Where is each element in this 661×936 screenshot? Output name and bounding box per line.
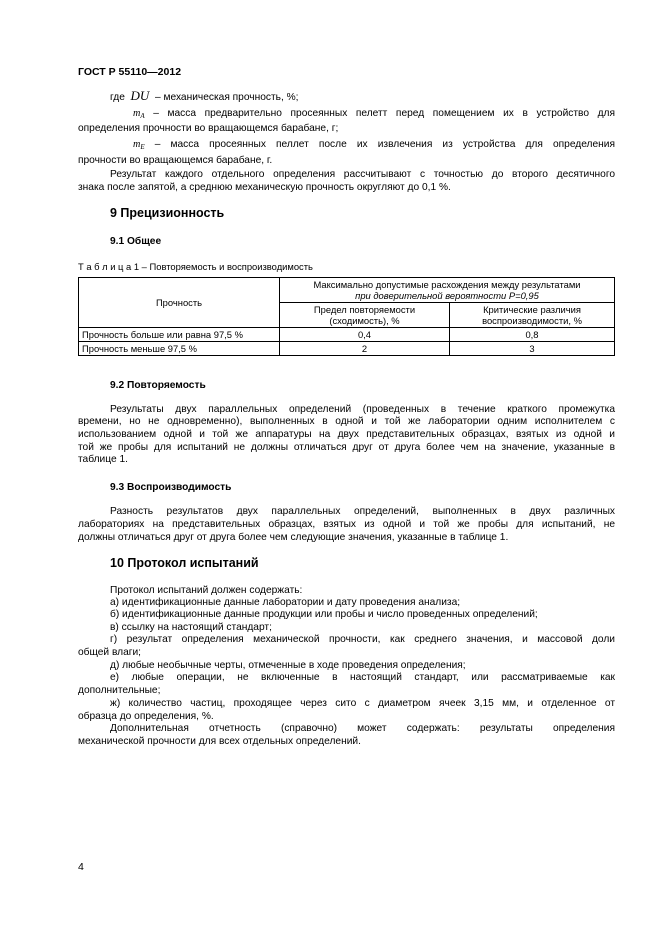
me-description-line2: прочности во вращающемся барабане, г. [78, 155, 273, 166]
ma-subscript: A [140, 112, 145, 120]
row-repeat-value: 0,4 [280, 328, 450, 342]
where-du-line [110, 90, 299, 104]
sub2-line: использованием одной и той же аппаратуры на двух представительных образцах, взятых из одной и [78, 429, 615, 440]
document-header: ГОСТ Р 55110—2012 [78, 66, 182, 78]
table-caption-label: Т а б л и ц а 1 [78, 261, 140, 272]
protocol-line: д) любые необычные черты, отмеченные в ходе проведения определения; [110, 660, 466, 671]
table-row [79, 342, 615, 356]
me-subscript: E [140, 143, 145, 151]
du-symbol: DU [130, 88, 150, 103]
table-caption-text: – Повторяемость и воспроизводимость [141, 261, 313, 272]
header-group [280, 278, 615, 303]
row-repeat-value: 2 [280, 342, 450, 356]
protocol-line: а) идентификационные данные лаборатории и дату проведения анализа; [110, 597, 461, 608]
protocol-line: е) любые операции, не включенные в настоящий стандарт, или рассматриваемые как [110, 672, 615, 683]
protocol-line: Протокол испытаний должен содержать: [110, 585, 303, 596]
sub3-line: Разность результатов двух параллельных определений, выполненных в двух различных [110, 506, 615, 517]
section-10-title: 10 Протокол испытаний [110, 556, 259, 570]
table-row [79, 328, 615, 342]
table-caption [78, 261, 313, 273]
header-repeatability [280, 303, 450, 328]
protocol-line: Дополнительная отчетность (справочно) может содержать: результаты определения [110, 723, 615, 734]
header-repeatability-line2: (сходимость), % [329, 315, 400, 326]
du-description: – механическая прочность, %; [155, 92, 299, 103]
protocol-line: образца до определения, %. [78, 711, 214, 722]
me-symbol: m [133, 139, 141, 150]
protocol-line: г) результат определения механической прочности, как среднего значения, и массовой доли [110, 634, 615, 645]
sub3-line: должны отличаться друг от друга более чем следующие значения, указанные в таблице 1. [78, 532, 509, 543]
protocol-line: ж) количество частиц, проходящее через сито с диаметром ячеек 3,15 мм, и отделенное от [110, 698, 615, 709]
header-critical-line1: Критические различия [483, 304, 581, 315]
me-definition-line1 [133, 139, 615, 153]
table-header-row [79, 278, 615, 303]
row-crit-value: 0,8 [450, 328, 615, 342]
sub2-line: Результаты двух параллельных определений (проведенных в течение краткого промежутка [110, 404, 615, 415]
ma-description-line2: определения прочности во вращающемся барабане, г; [78, 123, 339, 134]
result-line2: знака после запятой, а среднюю механическую прочность округляют до 0,1 %. [78, 182, 451, 193]
me-description-line1: – масса просеянных пеллет после их извлечения из устройства для определения [154, 139, 615, 150]
header-group-line2: при доверительной вероятности P=0,95 [355, 290, 539, 301]
ma-definition-line1 [133, 108, 615, 122]
ma-symbol: m [133, 108, 141, 119]
precision-table [78, 277, 615, 356]
section-9-title: 9 Прецизионность [110, 206, 225, 220]
header-group-line1: Максимально допустимые расхождения между результатами [313, 279, 581, 290]
protocol-line: в) ссылку на настоящий стандарт; [110, 622, 272, 633]
ma-description-line1: – масса предварительно просеянных пелетт перед помещением их в устройство для [153, 108, 615, 119]
sub2-line: той же пробы для испытаний не должны отличаться друг от друга более чем на значение, указанные в [78, 442, 615, 453]
protocol-line: дополнительные; [78, 685, 161, 696]
sub2-line: таблице 1. [78, 454, 128, 465]
row-label: Прочность меньше 97,5 % [79, 342, 280, 356]
row-label: Прочность больше или равна 97,5 % [79, 328, 280, 342]
result-line1: Результат каждого отдельного определения рассчитывают с точностью до второго десятичного [110, 169, 615, 180]
header-critical-line2: воспроизводимости, % [482, 315, 582, 326]
header-critical [450, 303, 615, 328]
header-repeatability-line1: Предел повторяемости [313, 304, 416, 315]
where-prefix: где [110, 92, 125, 103]
protocol-line: механической прочности для всех отдельных определений. [78, 736, 361, 747]
row-crit-value: 3 [450, 342, 615, 356]
section-9-2-title: 9.2 Повторяемость [110, 380, 206, 391]
header-strength: Прочность [79, 278, 280, 328]
protocol-line: общей влаги; [78, 647, 141, 658]
sub2-line: времени, но не одновременно), выполненных в одной и той же лаборатории одним исполнителем с [78, 416, 615, 427]
protocol-line: б) идентификационные данные продукции или пробы и число проведенных определений; [110, 609, 538, 620]
section-9-1-title: 9.1 Общее [110, 236, 162, 247]
page-number: 4 [78, 861, 84, 873]
sub3-line: лабораториях на представительных образцах, взятых из одной и той же пробы для испытаний, не [78, 519, 615, 530]
section-9-3-title: 9.3 Воспроизводимость [110, 482, 232, 493]
